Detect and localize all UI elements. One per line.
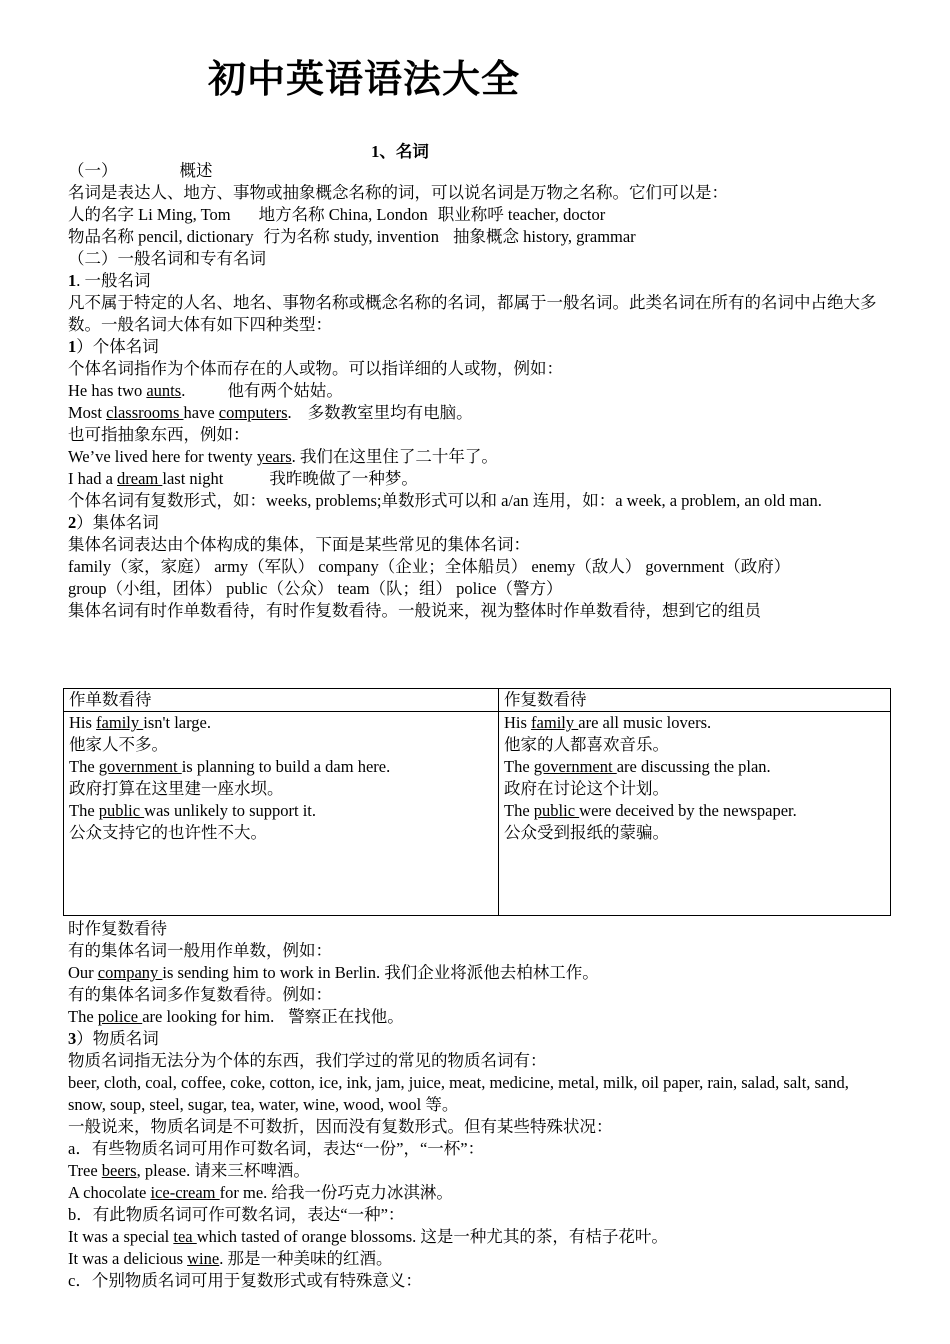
section-heading-text: 1、名词	[371, 142, 429, 161]
individual-noun-heading	[68, 336, 878, 358]
material-list: beer, cloth, coal, coffee, coke, cotton, ice, ink, jam, juice, meat, medicine, metal, milk, oil paper, rain, salad, salt, sand, snow, soup, steel, sugar, tea, water, wine, wood, wool 等。	[68, 1073, 849, 1114]
sentence-underlined: public	[533, 801, 580, 820]
table-header-plural: 作复数看待	[499, 689, 891, 712]
example-ice-cream	[68, 1182, 878, 1204]
sentence-pre: His	[504, 713, 532, 732]
ex7-underlined: beers	[101, 1161, 137, 1180]
abstract-intro: 也可指抽象东西，例如：	[68, 425, 250, 444]
ex5-underlined: company	[97, 963, 163, 982]
ex1-translation: 他有两个姑姑。	[227, 381, 343, 400]
table-row	[64, 712, 891, 916]
ex10-pre: It was a delicious	[68, 1249, 188, 1268]
material-noun-label: ）物质名词	[76, 1029, 159, 1048]
ex9-post: which tasted of orange blossoms. 这是一种尤其的茶，有桔子花叶。	[196, 1227, 668, 1246]
example-beers	[68, 1160, 878, 1182]
singular-translation: 他家人不多。	[69, 735, 168, 754]
sentence-underlined: family	[96, 713, 144, 732]
ex4-post: last night	[162, 469, 224, 488]
plural-translation: 公众受到报纸的蒙骗。	[504, 823, 669, 842]
singular-translation: 政府打算在这里建一座水坝。	[69, 779, 284, 798]
sentence-underlined: family	[531, 713, 579, 732]
example-police	[68, 1006, 878, 1028]
plural-note: 个体名词有复数形式，如：weeks, problems;单数形式可以和 a/an 连用，如：a week, a problem, an old man.	[68, 491, 822, 510]
general-noun-desc: 凡不属于特定的人名、地名、事物名称或概念名称的名词，都属于一般名词。此类名词在所有的名词中占绝大多数。一般名词大体有如下四种类型：	[68, 293, 877, 334]
example-occupations: 职业称呼 teacher, doctor	[437, 205, 606, 224]
ex3-underlined: years	[256, 447, 292, 466]
overview-text: 概述	[179, 161, 213, 180]
ex1-post: .	[181, 381, 186, 400]
ex5-pre: Our	[68, 963, 98, 982]
sentence-pre: The	[504, 757, 534, 776]
example-row-1	[68, 204, 878, 226]
ex6-post: are looking for him.	[142, 1007, 275, 1026]
general-noun-heading	[68, 270, 878, 292]
sentence-pre: The	[69, 801, 99, 820]
sentence-underlined: government	[533, 757, 617, 776]
example-company	[68, 962, 878, 984]
singular-plural-table	[63, 688, 891, 916]
singular-translation: 公众支持它的也许性不大。	[69, 823, 267, 842]
point-b: b．有此物质名词可作可数名词，表达“一种”：	[68, 1205, 405, 1224]
example-classrooms	[68, 402, 878, 424]
ex10-post: . 那是一种美味的红酒。	[219, 1249, 393, 1268]
example-aunts	[68, 380, 878, 402]
singular-example	[69, 756, 493, 778]
example-years	[68, 446, 878, 468]
ex4-underlined: dream	[117, 469, 163, 488]
overview-line	[68, 160, 878, 182]
ex10-underlined: wine	[187, 1249, 220, 1268]
ex1-underlined: aunts	[146, 381, 182, 400]
singular-example	[69, 712, 493, 734]
ex1-pre: He has two	[68, 381, 147, 400]
sentence-post: were deceived by the newspaper.	[579, 801, 797, 820]
example-abstract: 抽象概念 history, grammar	[452, 227, 636, 246]
sentence-pre: The	[504, 801, 534, 820]
plural-translation: 他家的人都喜欢音乐。	[504, 735, 669, 754]
ex7-pre: Tree	[68, 1161, 102, 1180]
material-noun-heading	[68, 1028, 878, 1050]
intro-block	[68, 160, 878, 622]
ex9-underlined: tea	[173, 1227, 197, 1246]
ex2-post: .	[287, 403, 292, 422]
example-actions: 行为名称 study, invention	[263, 227, 439, 246]
ex2-underlined-1: classrooms	[106, 403, 184, 422]
ex2-mid: have	[183, 403, 219, 422]
table-header-singular: 作单数看待	[64, 689, 499, 712]
example-place-names: 地方名称 China, London	[258, 205, 428, 224]
example-dream	[68, 468, 878, 490]
ex7-post: , please. 请来三杯啤酒。	[136, 1161, 310, 1180]
individual-noun-number: 1	[68, 337, 77, 356]
sentence-underlined: government	[98, 757, 182, 776]
singular-example	[69, 800, 493, 822]
individual-noun-label: ）个体名词	[76, 337, 159, 356]
ex6-pre: The	[68, 1007, 98, 1026]
point-a: a．有些物质名词可用作可数名词，表达“一份”，“一杯”：	[68, 1139, 485, 1158]
ex9-pre: It was a special	[68, 1227, 174, 1246]
sentence-post: isn't large.	[143, 713, 211, 732]
general-noun-number: 1	[68, 271, 77, 290]
collective-list-2: group（小组，团体） public（公众） team（队；组） police（警方）	[68, 579, 563, 598]
example-tea	[68, 1226, 878, 1248]
ex4-pre: I had a	[68, 469, 118, 488]
collective-noun-desc: 集体名词表达由个体构成的集体，下面是某些常见的集体名词：	[68, 535, 530, 554]
singular-examples-cell	[64, 712, 499, 916]
ex2-pre: Most	[68, 403, 107, 422]
plural-example	[504, 800, 885, 822]
ex5-post: is sending him to work in Berlin. 我们企业将派他去柏林工作。	[162, 963, 599, 982]
material-note: 一般说来，物质名词是不可数折，因而没有复数形式。但有某些特殊状况：	[68, 1117, 613, 1136]
example-objects: 物品名称 pencil, dictionary	[68, 227, 254, 246]
ex6-underlined: police	[97, 1007, 143, 1026]
ex2-underlined-2: computers	[218, 403, 288, 422]
example-row-2	[68, 226, 878, 248]
sentence-pre: The	[69, 757, 99, 776]
ex3-post: . 我们在这里住了二十年了。	[291, 447, 498, 466]
ex2-translation: 多数教室里均有电脑。	[307, 403, 473, 422]
sentence-post: are discussing the plan.	[616, 757, 771, 776]
intro-text: 名词是表达人、地方、事物或抽象概念名称的词，可以说名词是万物之名称。它们可以是：	[68, 183, 728, 202]
sentence-post: was unlikely to support it.	[144, 801, 317, 820]
material-noun-desc: 物质名词指无法分为个体的东西，我们学过的常见的物质名词有：	[68, 1051, 547, 1070]
example-person-names: 人的名字 Li Ming, Tom	[68, 205, 231, 224]
point-c: c．个别物质名词可用于复数形式或有特殊意义：	[68, 1271, 422, 1290]
sentence-post: is planning to build a dam here.	[181, 757, 391, 776]
ex4-translation: 我昨晚做了一种梦。	[269, 469, 418, 488]
plural-continuation: 时作复数看待	[68, 919, 167, 938]
document-title: 初中英语语法大全	[208, 57, 521, 101]
ex3-pre: We’ve lived here for twenty	[68, 447, 257, 466]
plural-example	[504, 712, 885, 734]
plural-examples-cell	[499, 712, 891, 916]
ex8-pre: A chocolate	[68, 1183, 151, 1202]
singular-intro: 有的集体名词一般用作单数，例如：	[68, 941, 332, 960]
individual-noun-desc: 个体名词指作为个体而存在的人或物。可以指详细的人或物，例如：	[68, 359, 563, 378]
general-noun-label: . 一般名词	[76, 271, 151, 290]
plural-translation: 政府在讨论这个计划。	[504, 779, 669, 798]
collective-note: 集体名词有时作单数看待，有时作复数看待。一般说来，视为整体时作单数看待，想到它的组员	[68, 601, 761, 620]
collective-noun-label: ）集体名词	[76, 513, 159, 532]
collective-noun-number: 2	[68, 513, 77, 532]
bottom-block	[68, 918, 878, 1292]
sentence-underlined: public	[98, 801, 145, 820]
example-wine	[68, 1248, 878, 1270]
sentence-pre: His	[69, 713, 97, 732]
section-heading	[0, 138, 800, 162]
collective-list-1: family（家，家庭） army（军队） company（企业；全体船员） enemy（敌人） government（政府）	[68, 557, 791, 576]
subsection-2-heading: （二）一般名词和专有名词	[68, 249, 266, 268]
material-noun-number: 3	[68, 1029, 77, 1048]
sentence-post: are all music lovers.	[578, 713, 712, 732]
ex8-post: for me. 给我一份巧克力冰淇淋。	[219, 1183, 453, 1202]
ex8-underlined: ice-cream	[150, 1183, 220, 1202]
overview-label: （一）	[68, 161, 118, 180]
table-header-row	[64, 689, 891, 712]
plural-intro: 有的集体名词多作复数看待。例如：	[68, 985, 332, 1004]
ex6-translation: 警察正在找他。	[288, 1007, 404, 1026]
plural-example	[504, 756, 885, 778]
collective-noun-heading	[68, 512, 878, 534]
